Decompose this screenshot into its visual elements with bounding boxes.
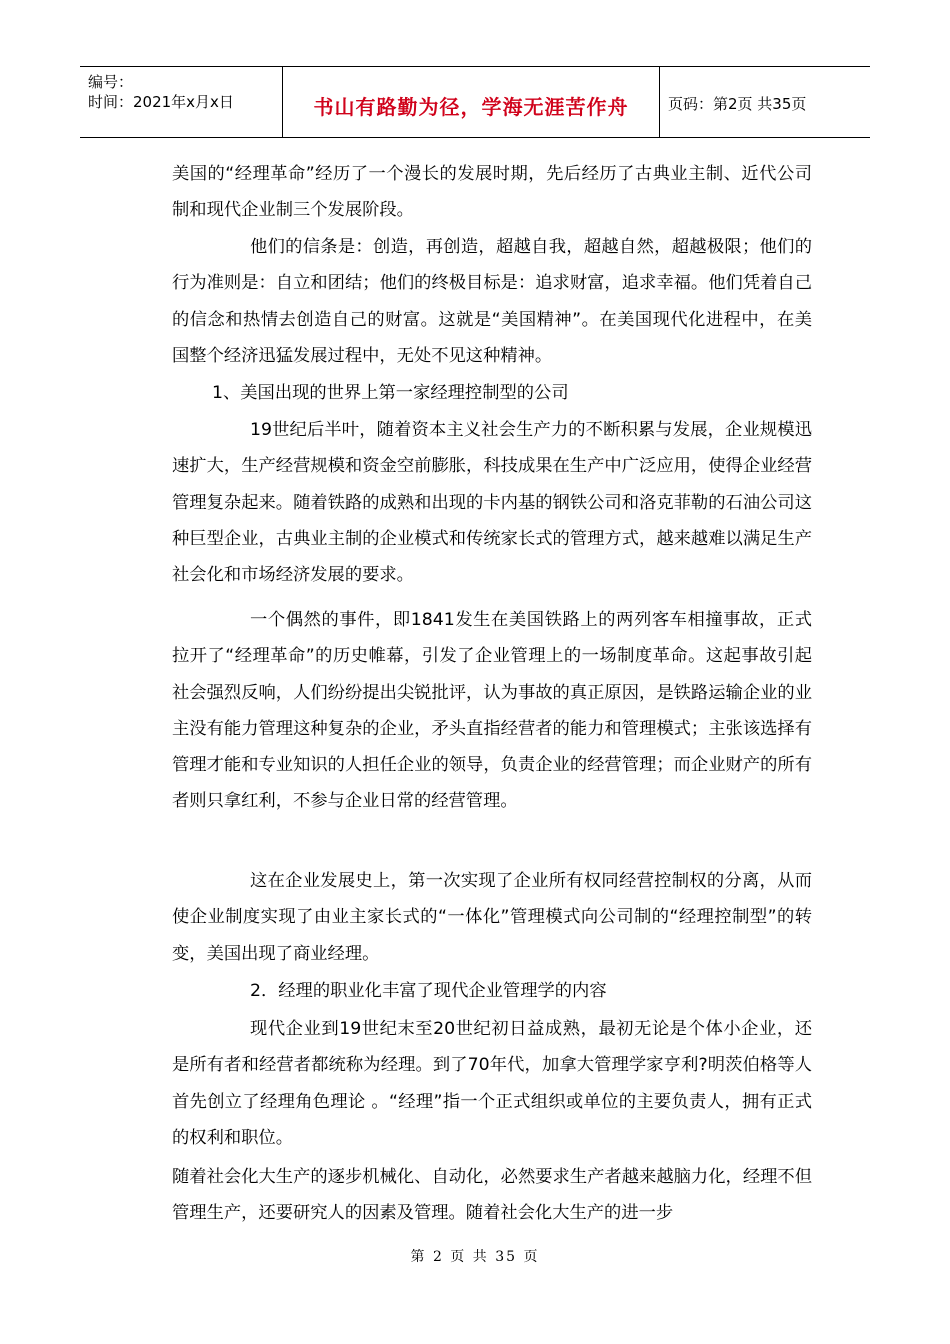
header-motto-cell (283, 67, 660, 137)
page-footer: 第 2 页 共 35 页 (410, 1249, 540, 1265)
paragraph-7: 随着社会化大生产的逐步机械化、自动化，必然要求生产者越来越脑力化，经理不但管理生产，还要研究人的因素及管理。随着社会化大生产的进一步 (172, 1167, 812, 1224)
paragraph-6: 现代企业到19世纪末至20世纪初日益成熟，最初无论是个体小企业，还是所有者和经营者都统称为经理。到了70年代，加拿大管理学家亨利?明茨伯格等人首先创立了经理角色理论 。“经理”指一个正式组织或单位的主要负责人，拥有正式的权利和职位。 (172, 1019, 812, 1148)
header-meta-cell (80, 67, 283, 137)
header-table (80, 66, 870, 138)
paragraph-3: 19世纪后半叶，随着资本主义社会生产力的不断积累与发展，企业规模迅速扩大，生产经营规模和资金空前膨胀，科技成果在生产中广泛应用，使得企业经营管理复杂起来。随着铁路的成熟和出现的卡内基的钢铁公司和洛克菲勒的石油公司这种巨型企业，古典业主制的企业模式和传统家长式的管理方式，越来越难以满足生产社会化和市场经济发展的要求。 (172, 420, 812, 586)
number-label: 编号： (88, 73, 134, 91)
header-page-cell (660, 67, 870, 137)
motto: 书山有路勤为径，学海无涯苦作舟 (313, 95, 629, 119)
section-heading-1: 1、美国出现的世界上第一家经理控制型的公司 (212, 383, 569, 403)
section-heading-2: 2．经理的职业化丰富了现代企业管理学的内容 (250, 981, 607, 1001)
page-info: 页码：第2页 共35页 (668, 95, 807, 113)
paragraph-5: 这在企业发展史上，第一次实现了企业所有权同经营控制权的分离，从而使企业制度实现了由业主家长式的“一体化”管理模式向公司制的“经理控制型”的转变，美国出现了商业经理。 (172, 871, 812, 964)
paragraph-4: 一个偶然的事件，即1841发生在美国铁路上的两列客车相撞事故，正式拉开了“经理革命”的历史帷幕，引发了企业管理上的一场制度革命。这起事故引起社会强烈反响，人们纷纷提出尖锐批评，认为事故的真正原因，是铁路运输企业的业主没有能力管理这种复杂的企业，矛头直指经营者的能力和管理模式；主张该选择有管理才能和专业知识的人担任企业的领导，负责企业的经营管理；而企业财产的所有者则只拿红利，不参与企业日常的经营管理。 (172, 610, 812, 812)
time-line: 时间：2021年x月x日 (88, 93, 234, 111)
paragraph-2: 他们的信条是：创造，再创造，超越自我，超越自然，超越极限；他们的行为准则是：自立和团结；他们的终极目标是：追求财富，追求幸福。他们凭着自己的信念和热情去创造自己的财富。这就是“美国精神”。在美国现代化进程中，在美国整个经济迅猛发展过程中，无处不见这种精神。 (172, 237, 812, 366)
paragraph-1: 美国的“经理革命”经历了一个漫长的发展时期，先后经历了古典业主制、近代公司制和现代企业制三个发展阶段。 (172, 164, 812, 221)
